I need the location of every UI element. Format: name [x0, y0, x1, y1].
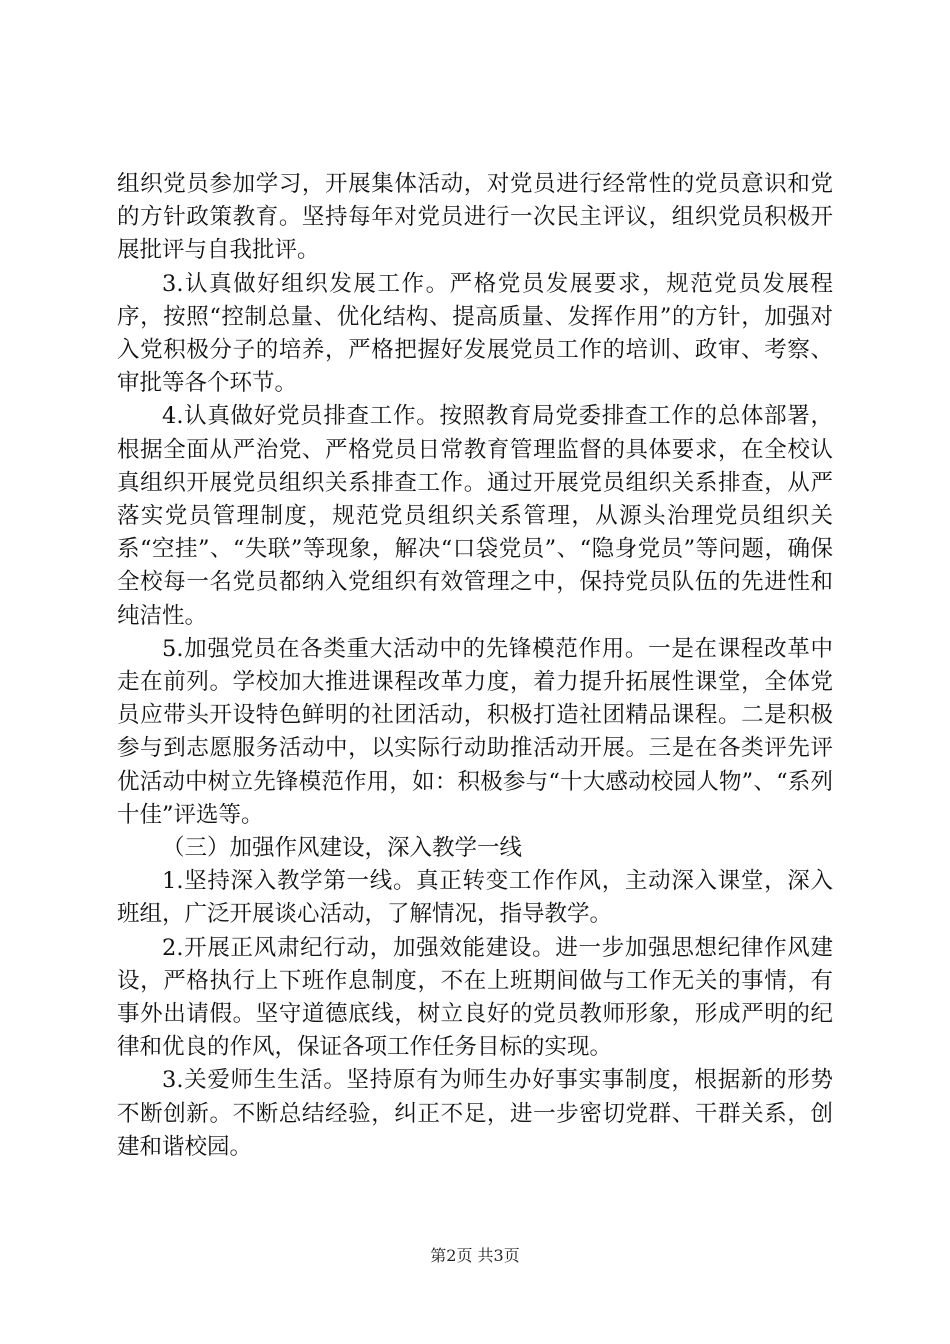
- paragraph-sec3-item-3: 3.关爱师生生活。坚持原有为师生办好事实事制度，根据新的形势不断创新。不断总结经验，纠正不足，进一步密切党群、干群关系，创建和谐校园。: [117, 1067, 833, 1160]
- paragraph-item-3: 3.认真做好组织发展工作。严格党员发展要求，规范党员发展程序，按照“控制总量、优化结构、提高质量、发挥作用”的方针，加强对入党积极分子的培养，严格把握好发展党员工作的培训、政审、考察、审批等各个环节。: [117, 270, 833, 397]
- paragraph-intro-continuation: 组织党员参加学习，开展集体活动，对党员进行经常性的党员意识和党的方针政策教育。坚持每年对党员进行一次民主评议，组织党员积极开展批评与自我批评。: [117, 171, 833, 264]
- section-heading-3: （三）加强作风建设，深入教学一线: [162, 835, 523, 862]
- paragraph-sec3-item-1: 1.坚持深入教学第一线。真正转变工作作风，主动深入课堂，深入班组，广泛开展谈心活动，了解情况，指导教学。: [117, 868, 833, 928]
- paragraph-sec3-item-2: 2.开展正风肃纪行动，加强效能建设。进一步加强思想纪律作风建设，严格执行上下班作息制度，不在上班期间做与工作无关的事情，有事外出请假。坚守道德底线，树立良好的党员教师形象，形成严明的纪律和优良的作风，保证各项工作任务目标的实现。: [117, 934, 833, 1061]
- paragraph-item-4: 4.认真做好党员排查工作。按照教育局党委排查工作的总体部署，根据全面从严治党、严格党员日常教育管理监督的具体要求，在全校认真组织开展党员组织关系排查工作。通过开展党员组织关系排查，从严落实党员管理制度，规范党员组织关系管理，从源头治理党员组织关系“空挂”、“失联”等现象，解决“口袋党员”、“隐身党员”等问题，确保全校每一名党员都纳入党组织有效管理之中，保持党员队伍的先进性和纯洁性。: [117, 403, 833, 629]
- document-body: [117, 168, 833, 1164]
- page-number-footer: 第2页 共3页: [430, 1246, 520, 1265]
- paragraph-item-5: 5.加强党员在各类重大活动中的先锋模范作用。一是在课程改革中走在前列。学校加大推进课程改革力度，着力提升拓展性课堂，全体党员应带头开设特色鲜明的社团活动，积极打造社团精品课程。二是积极参与到志愿服务活动中，以实际行动助推活动开展。三是在各类评先评优活动中树立先锋模范作用，如：积极参与“十大感动校园人物”、“系列十佳”评选等。: [117, 635, 833, 828]
